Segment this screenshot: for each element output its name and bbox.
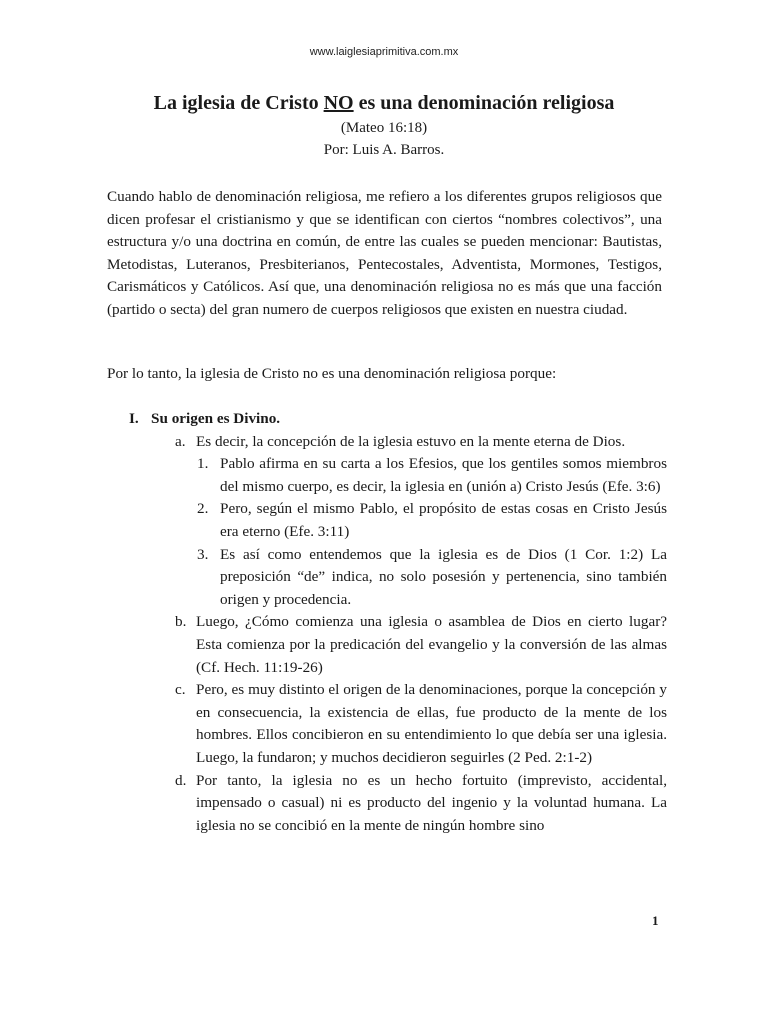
outline-subitem-2 — [107, 498, 667, 543]
outline-item-a — [107, 431, 667, 454]
title-part-before: La iglesia de Cristo — [153, 92, 324, 114]
section-heading — [107, 408, 667, 431]
subitem-marker: 2. — [197, 500, 209, 518]
title-part-after: es una denominación religiosa — [353, 92, 615, 114]
outline-section — [107, 408, 667, 837]
outline-item-d — [107, 770, 667, 838]
item-marker: d. — [175, 771, 187, 789]
document-title — [0, 92, 768, 115]
subitem-text: Pablo afirma en su carta a los Efesios, que los gentiles somos miembros del mismo cuerpo, es decir, la iglesia en (unión a) Cristo Jesús (Efe. 3:6) — [220, 455, 667, 495]
outline-subitem-1 — [107, 453, 667, 498]
subitem-marker: 3. — [197, 545, 209, 563]
outline-item-c — [107, 679, 667, 769]
outline-subitem-3 — [107, 544, 667, 612]
item-text: Es decir, la concepción de la iglesia estuvo en la mente eterna de Dios. — [196, 432, 626, 450]
subitem-text: Es así como entendemos que la iglesia es de Dios (1 Cor. 1:2) La preposición “de” indica, no solo posesión y pertenencia, sino también origen y procedencia. — [220, 545, 667, 608]
section-number: I. — [129, 410, 139, 427]
item-text: Pero, es muy distinto el origen de la denominaciones, porque la concepción y en consecuencia, la existencia de ellas, fue producto de la mente de los hombres. Ellos concibieron en su entendimiento lo que debía ser una iglesia. Luego, la fundaron; y muchos decidieron seguirles (2 Ped. 2:1-2) — [196, 681, 667, 766]
scripture-reference: (Mateo 16:18) — [340, 120, 428, 136]
subitem-text: Pero, según el mismo Pablo, el propósito de estas cosas en Cristo Jesús era eterno (Efe. 3:11) — [220, 500, 667, 540]
header-url: www.laiglesiaprimitiva.com.mx — [309, 46, 459, 58]
item-marker: a. — [175, 432, 186, 450]
section-heading-text: Su origen es Divino. — [151, 410, 281, 427]
subitem-marker: 1. — [197, 455, 209, 473]
outline-item-b — [107, 611, 667, 679]
page-number: 1 — [652, 913, 659, 928]
item-marker: b. — [175, 613, 187, 631]
title-underlined-word: NO — [323, 92, 354, 114]
lead-in-paragraph: Por lo tanto, la iglesia de Cristo no es una denominación religiosa porque: — [107, 365, 557, 382]
author-line: Por: Luis A. Barros. — [323, 142, 445, 158]
item-marker: c. — [175, 681, 186, 699]
item-text: Por tanto, la iglesia no es un hecho fortuito (imprevisto, accidental, impensado o casual) ni es producto del ingenio y la voluntad humana. La iglesia no se concibió en la mente de ningún hombre sino — [196, 771, 667, 834]
intro-paragraph: Cuando hablo de denominación religiosa, me refiero a los diferentes grupos religiosos que dicen profesar el cristianismo y que se identifican con ciertos “nombres colectivos”, una estructura y/o una doctrina en común, de entre las cuales se pueden mencionar: Bautistas, Metodistas, Luteranos, Presbiterianos, Pentecostales, Adventista, Mormones, Testigos, Carismáticos y Católicos. Así que, una denominación religiosa no es más que una facción (partido o secta) del gran numero de cuerpos religiosos que existen en nuestra ciudad. — [107, 188, 662, 318]
item-text: Luego, ¿Cómo comienza una iglesia o asamblea de Dios en cierto lugar? Esta comienza por la predicación del evangelio y la conversión de las almas (Cf. Hech. 11:19-26) — [196, 613, 667, 676]
